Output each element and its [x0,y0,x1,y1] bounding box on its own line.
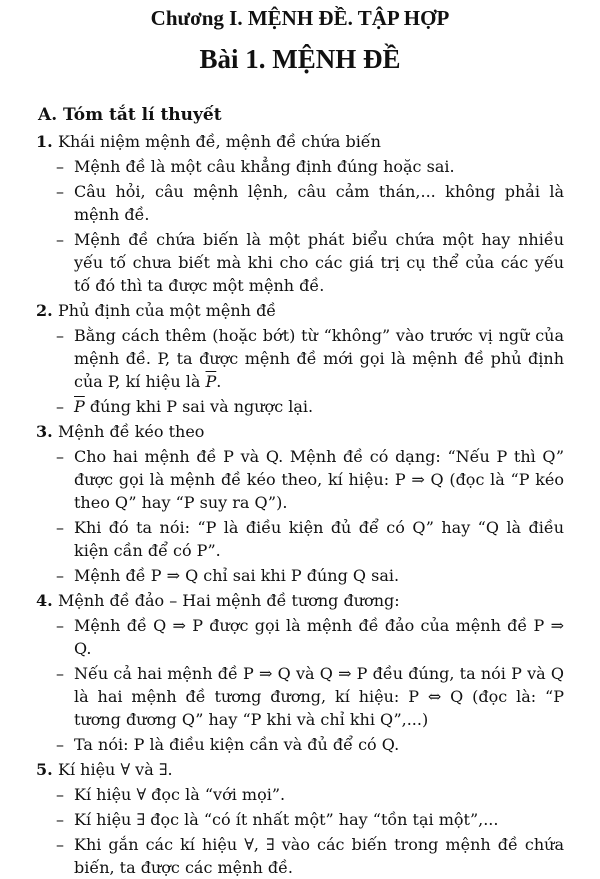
item-1-bullet-1: – Mệnh đề là một câu khẳng định đúng hoặc sai. [56,157,455,176]
negation-symbol: $\overline{P}$ [74,397,85,416]
item-5-number: 5. [36,760,53,779]
bullet-text: Nếu cả hai mệnh đề P ⇒ Q và Q ⇒ P đều đúng, ta nói P và Q là hai mệnh đề tương đương, kí hiệu: P ⇔ Q (đọc là: “P tương đương Q” hay “P khi và chỉ khi Q”,...) [74,664,564,729]
item-5-title [0,758,600,781]
bullet-text: Mệnh đề chứa biến là một phát biểu chứa một hay nhiều yếu tố chưa biết mà khi cho các giá trị cụ thể của các yếu tố đó thì ta được một mệnh đề. [74,230,564,295]
bullet-text: Bằng cách thêm (hoặc bớt) từ “không” vào trước vị ngữ của mệnh đề. P, ta được mệnh đề mới gọi là mệnh đề phủ định của P, kí hiệu là [74,326,564,391]
item-5-title-text: Kí hiệu ∀ và ∃. [58,760,173,779]
item-2-bullet-1: – Bằng cách thêm (hoặc bớt) từ “không” vào trước vị ngữ của mệnh đề. P, ta được mệnh đề mới gọi là mệnh đề phủ định của P, kí hiệu là $\overline{P}$. [56,326,564,391]
item-3-title [0,420,600,443]
bullet-text: Cho hai mệnh đề P và Q. Mệnh đề có dạng: “Nếu P thì Q” được gọi là mệnh đề kéo theo, kí hiệu: P ⇒ Q (đọc là “P kéo theo Q” hay “P suy ra Q”). [74,447,564,512]
item-5-bullet-1: – Kí hiệu ∀ đọc là “với mọi”. [56,785,286,804]
document-body [0,104,600,879]
item-1-bullet-2: – Câu hỏi, câu mệnh lệnh, câu cảm thán,... không phải là mệnh đề. [56,182,564,224]
item-5-bullet-3: – Khi gắn các kí hiệu ∀, ∃ vào các biến trong mệnh đề chứa biến, ta được các mệnh đề. [56,835,564,877]
section-heading: A. Tóm tắt lí thuyết [38,105,222,125]
item-1-number: 1. [36,132,53,151]
bullet-text: Mệnh đề P ⇒ Q chỉ sai khi P đúng Q sai. [74,566,400,585]
item-2-title [0,299,600,322]
item-4-bullet-3: – Ta nói: P là điều kiện cần và đủ để có Q. [56,735,400,754]
bullet-text: Mệnh đề Q ⇒ P được gọi là mệnh đề đảo của mệnh đề P ⇒ Q. [74,616,564,658]
item-4-bullet-1: – Mệnh đề Q ⇒ P được gọi là mệnh đề đảo của mệnh đề P ⇒ Q. [56,616,564,658]
bullet-text: Khi đó ta nói: “P là điều kiện đủ để có Q” hay “Q là điều kiện cần để có P”. [74,518,564,560]
negation-symbol: $\overline{P}$ [205,372,217,391]
item-3-bullet-1: – Cho hai mệnh đề P và Q. Mệnh đề có dạng: “Nếu P thì Q” được gọi là mệnh đề kéo theo, kí hiệu: P ⇒ Q (đọc là “P kéo theo Q” hay “P suy ra Q”). [56,447,564,512]
bullet-text: Khi gắn các kí hiệu ∀, ∃ vào các biến trong mệnh đề chứa biến, ta được các mệnh đề. [74,835,564,877]
item-1-title [0,130,600,153]
bullet-text: Ta nói: P là điều kiện cần và đủ để có Q. [74,735,400,754]
item-1-title-text: Khái niệm mệnh đề, mệnh đề chứa biến [58,132,381,151]
item-4-title-text: Mệnh đề đảo – Hai mệnh đề tương đương: [58,591,400,610]
item-3-bullet-3: – Mệnh đề P ⇒ Q chỉ sai khi P đúng Q sai. [56,566,400,585]
bullet-end: . [216,372,222,391]
item-3-title-text: Mệnh đề kéo theo [58,422,205,441]
item-2-number: 2. [36,301,53,320]
item-3-bullet-2: – Khi đó ta nói: “P là điều kiện đủ để có Q” hay “Q là điều kiện cần để có P”. [56,518,564,560]
item-4-number: 4. [36,591,53,610]
bullet-text: đúng khi P sai và ngược lại. [84,397,314,416]
item-5-bullet-2: – Kí hiệu ∃ đọc là “có ít nhất một” hay “tồn tại một”,... [56,810,499,829]
bullet-text: Câu hỏi, câu mệnh lệnh, câu cảm thán,... không phải là mệnh đề. [74,182,564,224]
chapter-title: Chương I. MỆNH ĐỀ. TẬP HỢP [150,6,450,30]
lesson-title: Bài 1. MỆNH ĐỀ [199,44,401,74]
item-4-title [0,589,600,612]
bullet-text: Mệnh đề là một câu khẳng định đúng hoặc sai. [74,157,455,176]
item-2-title-text: Phủ định của một mệnh đề [58,301,277,320]
bullet-text: Kí hiệu ∀ đọc là “với mọi”. [74,785,286,804]
item-2-bullet-2: – $\overline{P}$ đúng khi P sai và ngược lại. [56,397,314,416]
bullet-text: Kí hiệu ∃ đọc là “có ít nhất một” hay “tồn tại một”,... [74,810,499,829]
item-1-bullet-3: – Mệnh đề chứa biến là một phát biểu chứa một hay nhiều yếu tố chưa biết mà khi cho các giá trị cụ thể của các yếu tố đó thì ta được một mệnh đề. [56,230,564,295]
item-3-number: 3. [36,422,53,441]
item-4-bullet-2: – Nếu cả hai mệnh đề P ⇒ Q và Q ⇒ P đều đúng, ta nói P và Q là hai mệnh đề tương đương, kí hiệu: P ⇔ Q (đọc là: “P tương đương Q” hay “P khi và chỉ khi Q”,...) [56,664,564,729]
